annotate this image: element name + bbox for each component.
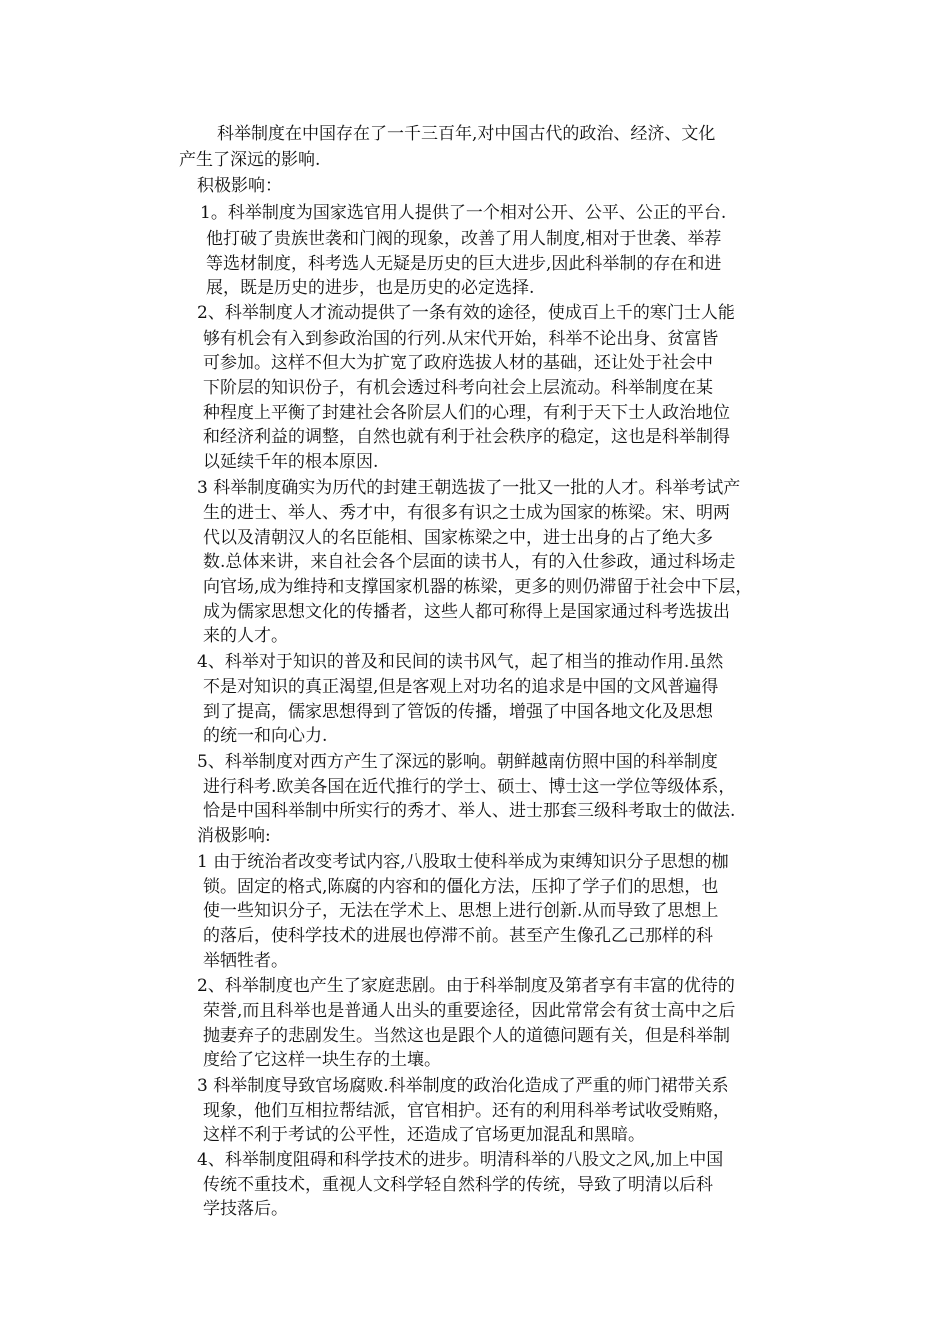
text-line: 恰是中国科举制中所实行的秀才、举人、进士那套三级科考取士的做法. <box>203 801 736 821</box>
text-line: 的统一和向心力. <box>203 726 328 746</box>
text-line: 下阶层的知识份子，有机会透过科考向社会上层流动。科举制度在某 <box>203 378 713 398</box>
text-line: 和经济利益的调整，自然也就有利于社会秩序的稳定，这也是科举制得 <box>203 427 730 447</box>
section-heading-positive: 积极影响： <box>197 176 282 196</box>
text-line: 2、科举制度人才流动提供了一条有效的途径，使成百上千的寒门士人能 <box>197 303 735 323</box>
text-line: 成为儒家思想文化的传播者，这些人都可称得上是国家通过科考选拔出 <box>203 602 730 622</box>
text-line: 1。科举制度为国家选官用人提供了一个相对公开、公平、公正的平台. <box>200 203 727 223</box>
section-heading-negative: 消极影响: <box>197 826 271 846</box>
text-line: 这样不利于考试的公平性，还造成了官场更加混乱和黑暗。 <box>203 1125 645 1145</box>
text-line: 现象，他们互相拉帮结派，官官相护。还有的利用科举考试收受贿赂， <box>203 1101 730 1121</box>
text-line: 度给了它这样一块生存的土壤。 <box>203 1050 441 1070</box>
text-line: 以延续千年的根本原因. <box>203 452 379 472</box>
text-line: 向官场,成为维持和支撑国家机器的栋梁，更多的则仍滞留于社会中下层， <box>203 577 753 597</box>
text-line: 数.总体来讲，来自社会各个层面的读书人，有的入仕参政，通过科场走 <box>203 552 736 572</box>
text-line: 不是对知识的真正渴望,但是客观上对功名的追求是中国的文风普遍得 <box>203 677 719 697</box>
text-line: 学技落后。 <box>203 1199 288 1219</box>
text-line: 来的人才。 <box>203 626 288 646</box>
text-line: 传统不重技术，重视人文科学轻自然科学的传统，导致了明清以后科 <box>203 1175 713 1195</box>
text-line: 使一些知识分子，无法在学术上、思想上进行创新.从而导致了思想上 <box>203 901 719 921</box>
text-line: 种程度上平衡了封建社会各阶层人们的心理，有利于天下士人政治地位 <box>203 403 730 423</box>
text-line: 1 由于统治者改变考试内容,八股取士使科举成为束缚知识分子思想的枷 <box>197 852 729 872</box>
text-line: 科举制度在中国存在了一千三百年,对中国古代的政治、经济、文化 <box>217 124 716 144</box>
text-line: 等选材制度，科考选人无疑是历史的巨大进步,因此科举制的存在和进 <box>206 254 722 274</box>
text-line: 荣誉,而且科举也是普通人出头的重要途径，因此常常会有贫士高中之后 <box>203 1001 736 1021</box>
text-line: 生的进士、举人、秀才中，有很多有识之士成为国家的栋梁。宋、明两 <box>203 503 730 523</box>
text-line: 举牺牲者。 <box>203 951 288 971</box>
text-line: 3 科举制度确实为历代的封建王朝选拔了一批又一批的人才。科举考试产 <box>197 478 741 498</box>
text-line: 展，既是历史的进步，也是历史的必定选择. <box>206 278 535 298</box>
text-line: 可参加。这样不但大为扩宽了政府选拔人材的基础，还让处于社会中 <box>203 353 713 373</box>
text-line: 产生了深远的影响. <box>179 150 321 170</box>
text-line: 到了提高，儒家思想得到了管饭的传播，增强了中国各地文化及思想 <box>203 702 713 722</box>
text-line: 4、科举制度阻碍和科学技术的进步。明清科举的八股文之风,加上中国 <box>197 1150 724 1170</box>
text-line: 3 科举制度导致官场腐败.科举制度的政治化造成了严重的师门裙带关系 <box>197 1076 729 1096</box>
text-line: 他打破了贵族世袭和门阀的现象，改善了用人制度,相对于世袭、举荐 <box>206 229 722 249</box>
text-line: 够有机会有入到参政治国的行列.从宋代开始，科举不论出身、贫富皆 <box>203 329 719 349</box>
text-line: 进行科考.欧美各国在近代推行的学士、硕士、博士这一学位等级体系， <box>203 777 736 797</box>
text-line: 锁。固定的格式,陈腐的内容和的僵化方法，压抑了学子们的思想，也 <box>203 877 719 897</box>
text-line: 5、科举制度对西方产生了深远的影响。朝鲜越南仿照中国的科举制度 <box>197 752 718 772</box>
text-line: 抛妻弃子的悲剧发生。当然这也是跟个人的道德问题有关，但是科举制 <box>203 1026 730 1046</box>
text-line: 2、科举制度也产生了家庭悲剧。由于科举制度及第者享有丰富的优待的 <box>197 976 735 996</box>
text-line: 4、科举对于知识的普及和民间的读书风气，起了相当的推动作用.虽然 <box>197 652 724 672</box>
text-line: 的落后，使科学技术的进展也停滞不前。甚至产生像孔乙己那样的科 <box>203 926 713 946</box>
text-line: 代以及清朝汉人的名臣能相、国家栋梁之中，进士出身的占了绝大多 <box>203 528 713 548</box>
